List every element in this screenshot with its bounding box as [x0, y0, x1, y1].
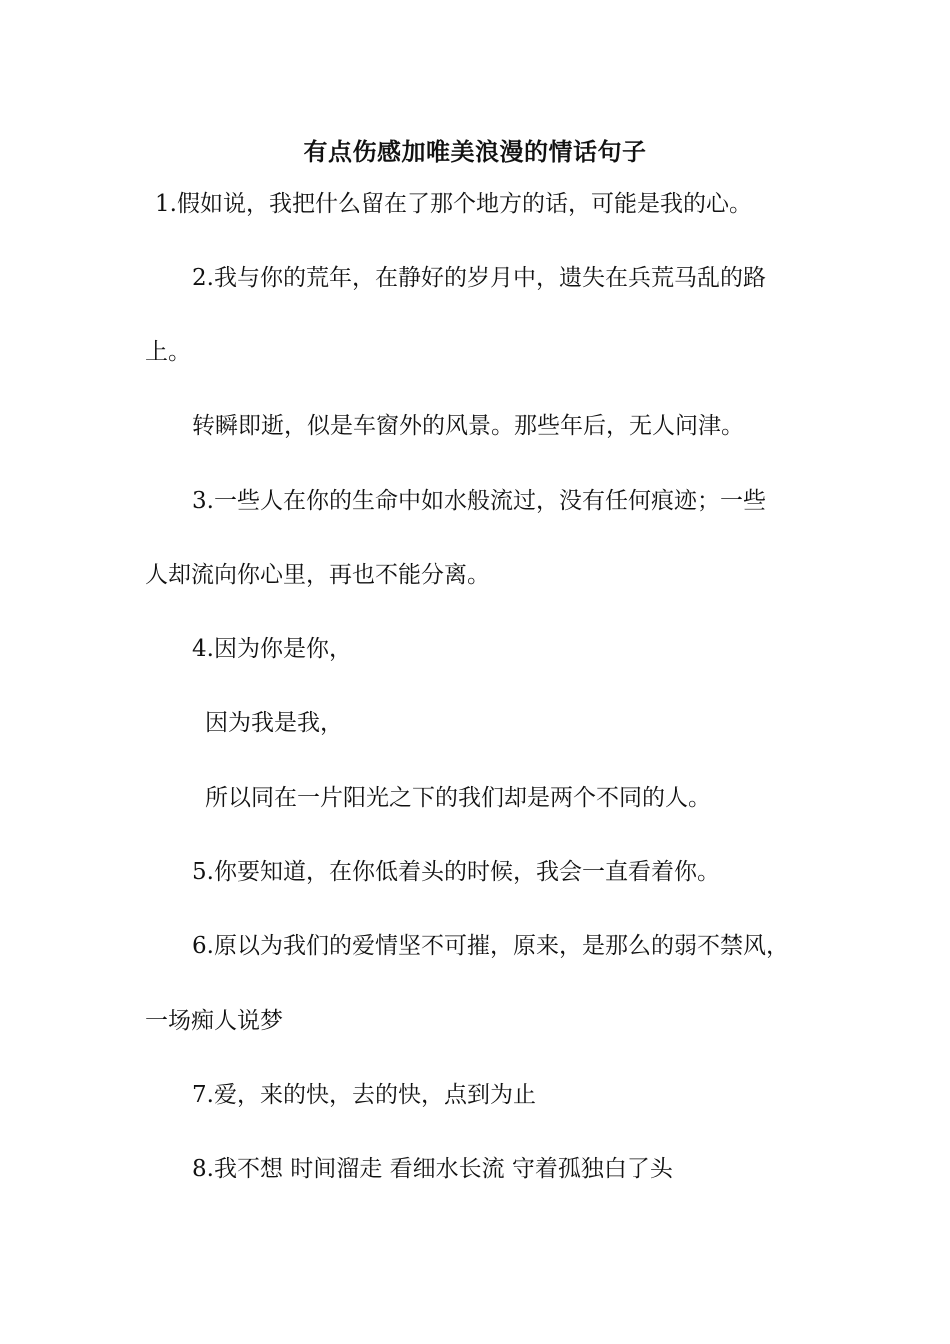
text-line: 所以同在一片阳光之下的我们却是两个不同的人。 [205, 785, 711, 811]
text-line: 2.我与你的荒年，在静好的岁月中，遗失在兵荒马乱的路 [192, 265, 766, 291]
text-line: 1.假如说，我把什么留在了那个地方的话，可能是我的心。 [155, 191, 752, 217]
text-line: 因为我是我， [205, 710, 343, 736]
text-line: 5.你要知道，在你低着头的时候，我会一直看着你。 [192, 859, 720, 885]
page-title: 有点伤感加唯美浪漫的情话句子 [303, 137, 647, 166]
text-line: 8.我不想 时间溜走 看细水长流 守着孤独白了头 [192, 1156, 673, 1182]
text-line: 3.一些人在你的生命中如水般流过，没有任何痕迹；一些 [192, 488, 766, 514]
text-line: 人却流向你心里，再也不能分离。 [145, 562, 490, 588]
text-line: 7.爱，来的快，去的快，点到为止 [192, 1082, 536, 1108]
text-line: 一场痴人说梦 [145, 1008, 283, 1034]
text-line: 上。 [145, 339, 191, 365]
text-line: 6.原以为我们的爱情坚不可摧，原来，是那么的弱不禁风， [192, 933, 789, 959]
text-line: 4.因为你是你， [192, 636, 352, 662]
text-line: 转瞬即逝，似是车窗外的风景。那些年后，无人问津。 [192, 413, 744, 439]
